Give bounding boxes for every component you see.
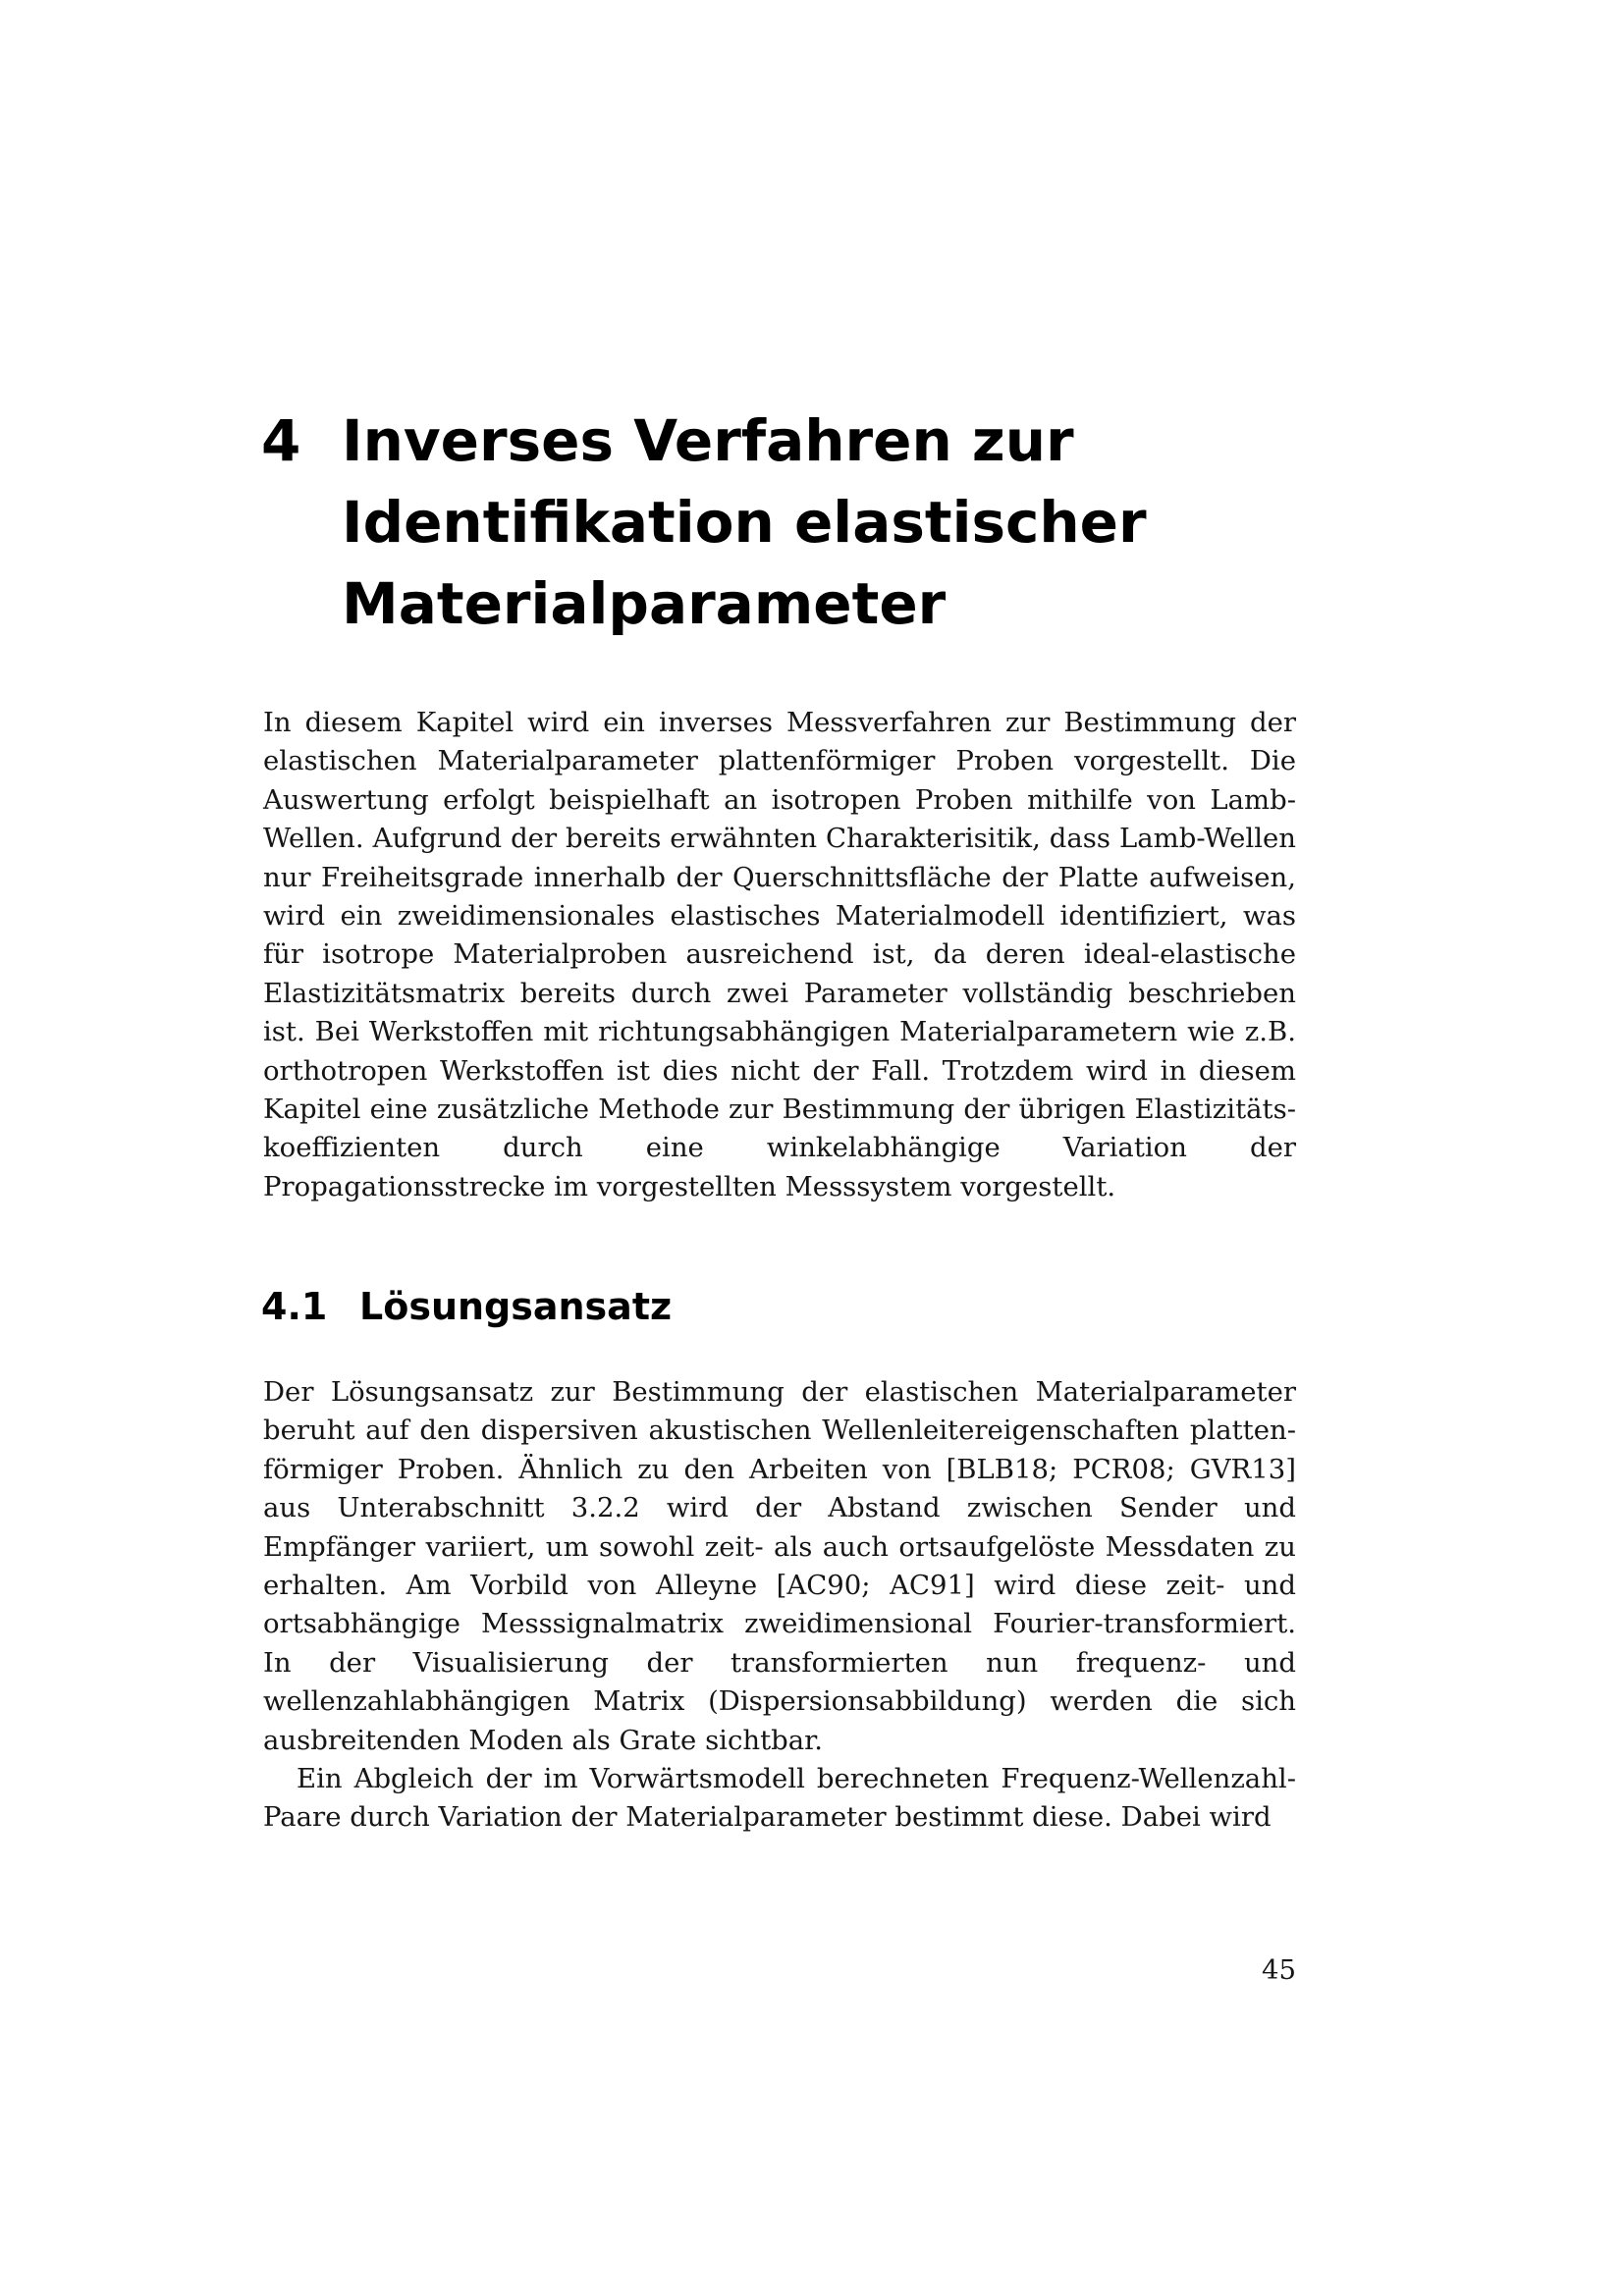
section-heading bbox=[261, 1282, 672, 1331]
chapter-number: 4 bbox=[261, 407, 301, 474]
section-title: Lösungsansatz bbox=[359, 1285, 673, 1328]
chapter-title bbox=[342, 400, 1324, 645]
chapter-title-line-3: Materialparameter bbox=[342, 570, 947, 637]
section-number: 4.1 bbox=[261, 1285, 328, 1328]
chapter-title-line-1: Inverses Verfahren zur bbox=[342, 407, 1074, 474]
intro-paragraph: In diesem Kapitel wird ein inverses Messverfahren zur Bestimmung der elastischen Materialparameter plattenförmiger Proben vorgestellt. Die Auswertung erfolgt beispielhaft an isotropen Proben mithilfe von Lamb-Wellen. Aufgrund der bereits erwähnten Charakterisitik, dass Lamb-Wellen nur Freiheitsgrade innerhalb der Querschnittsfläche der Platte aufweisen, wird ein zweidimensionales elastisches Materialmodell identifiziert, was für isotrope Materialproben ausreichend ist, da deren ideal-elastische Elastizitätsmatrix bereits durch zwei Parameter vollständig beschrieben ist. Bei Werkstoffen mit richtungsabhängigen Materialparametern wie z.B. orthotropen Werkstoffen ist dies nicht der Fall. Trotzdem wird in diesem Kapitel eine zusätzliche Methode zur Bestimmung der übrigen Elastizitätskoeffizienten durch eine winkelabhängige Variation der Propagationsstrecke im vorgestellten Messsystem vorgestellt. bbox=[263, 707, 1296, 1202]
section-paragraph-2: Ein Abgleich der im Vorwärtsmodell berechneten Frequenz-Wellenzahl-Paare durch Variation der Materialparameter bestimmt diese. Dabei wird bbox=[263, 1763, 1296, 1834]
chapter-title-line-2: Identifikation elastischer bbox=[342, 489, 1147, 556]
section-body bbox=[263, 1373, 1296, 1838]
section-paragraph-1: Der Lösungsansatz zur Bestimmung der elastischen Materialparameter beruht auf den dispersiven akustischen Wellenleitereigenschaften plattenförmiger Proben. Ähnlich zu den Arbeiten von [BLB18; PCR08; GVR13] aus Unterabschnitt 3.2.2 wird der Abstand zwischen Sender und Empfänger variiert, um sowohl zeit- als auch ortsaufgelöste Messdaten zu erhalten. Am Vorbild von Alleyne [AC90; AC91] wird diese zeit- und ortsabhängige Messsignalmatrix zweidimensional Fourier-transformiert. In der Visualisierung der transformierten nun frequenz- und wellenzahlabhängigen Matrix (Dispersionsabbildung) werden die sich ausbreitenden Moden als Grate sichtbar. bbox=[263, 1376, 1296, 1756]
page-number: 45 bbox=[1262, 1954, 1296, 1986]
